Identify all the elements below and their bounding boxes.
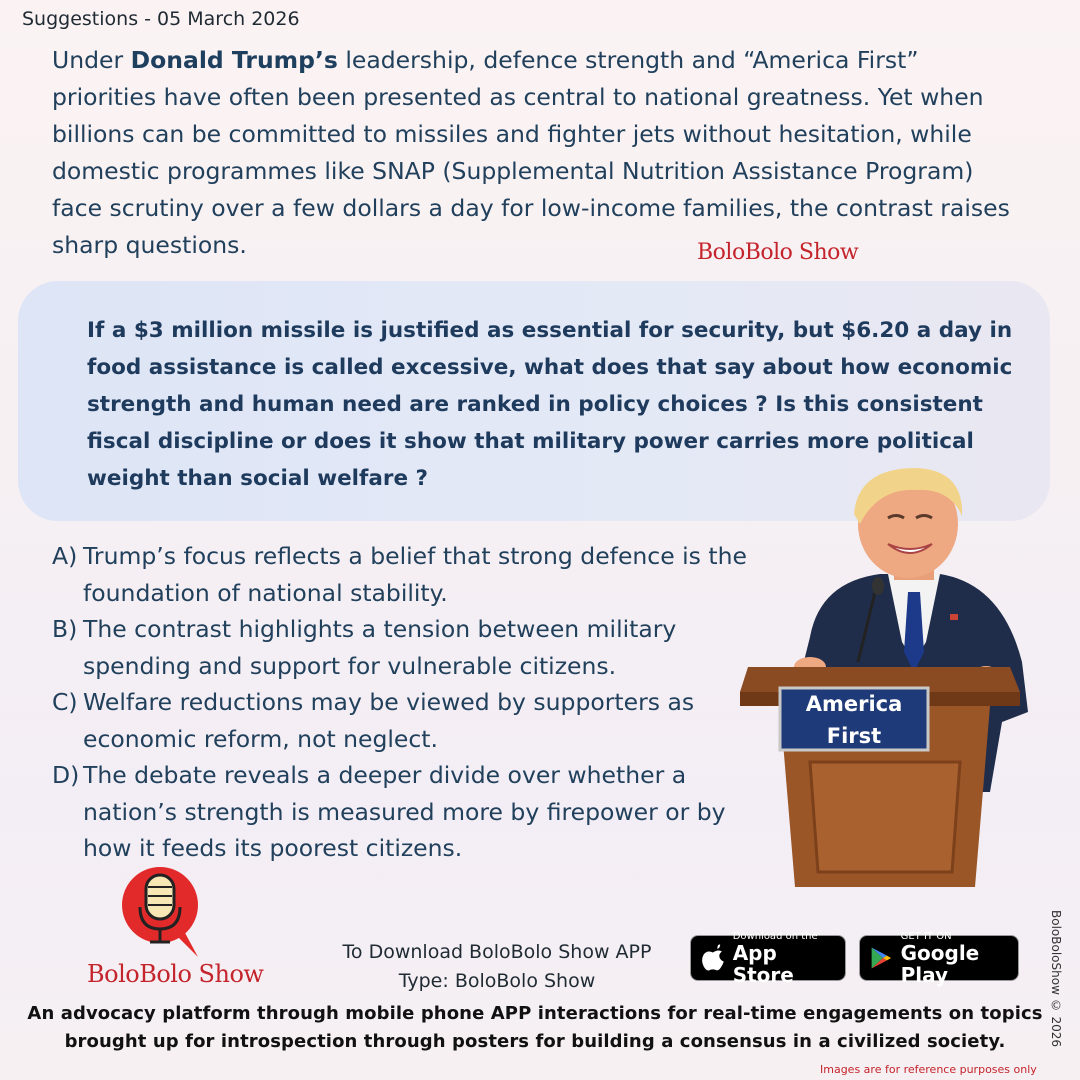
google-play-small-text: GET IT ON — [900, 930, 952, 942]
footer-line2: brought up for introspection through posters for building a consensus in a civilized society. — [64, 1031, 1006, 1052]
option-letter: C) — [52, 688, 78, 716]
option-a — [52, 538, 772, 611]
question-text: If a $3 million missile is justified as essential for security, but $6.20 a day in food assistance is called excessive, what does that say about how economic strength and human need are ranked in policy choices ? Is this consistent fiscal discipline or does it show that military power carries more political weight than social welfare ? — [87, 318, 1013, 491]
google-play-button[interactable] — [859, 930, 1019, 987]
options-list — [52, 538, 772, 867]
app-store-small-text: Download on the — [732, 930, 818, 942]
podium-sign-line1: America — [805, 692, 903, 716]
intro-rest: leadership, defence strength and “America First” priorities have often been presented as central to national greatness. Yet when billions can be committed to missiles and fighter jets without hesitation, while domestic programmes like SNAP (Supplemental Nutrition Assistance Program) face scrutiny over a few dollars a day for low-income families, the contrast raises sharp questions. — [52, 46, 1010, 259]
option-c — [52, 684, 772, 757]
intro-paragraph — [52, 42, 1027, 264]
podium-sign — [780, 688, 928, 752]
podium-sign-line2: First — [826, 724, 882, 748]
disclaimer-text: Images are for reference purposes only — [820, 1063, 1037, 1076]
option-letter: D) — [52, 761, 80, 789]
brand-wordmark-top: BoloBolo Show — [697, 240, 859, 265]
download-line2: Type: BoloBolo Show — [398, 970, 596, 992]
option-letter: A) — [52, 542, 78, 570]
app-store-big-text: App Store — [732, 940, 794, 987]
option-b — [52, 611, 772, 684]
option-d — [52, 757, 772, 867]
intro-bold-name: Donald Trump’s — [130, 46, 338, 74]
app-store-button[interactable] — [690, 930, 846, 987]
copyright-vertical: BoloBoloShow © 2026 — [1049, 910, 1063, 1048]
speaker-at-podium-illustration — [740, 462, 1030, 887]
google-play-big-text: Google Play — [900, 940, 980, 987]
option-text: Welfare reductions may be viewed by supporters as economic reform, not neglect. — [83, 688, 695, 753]
download-instructions — [322, 938, 672, 996]
option-text: Trump’s focus reflects a belief that strong defence is the foundation of national stability. — [83, 542, 747, 607]
option-letter: B) — [52, 615, 78, 643]
footer-line1: An advocacy platform through mobile phone APP interactions for real-time engagements on topics — [27, 1003, 1043, 1024]
microphone-logo-icon — [118, 865, 202, 965]
footer-tagline — [20, 1000, 1050, 1056]
apple-icon — [701, 943, 725, 973]
header-title: Suggestions - 05 March 2026 — [22, 8, 300, 30]
brand-wordmark-bottom: BoloBolo Show — [87, 960, 264, 988]
play-triangle-icon — [870, 943, 893, 973]
download-line1: To Download BoloBolo Show APP — [342, 941, 652, 963]
option-text: The contrast highlights a tension between military spending and support for vulnerable citizens. — [83, 615, 677, 680]
option-text: The debate reveals a deeper divide over whether a nation’s strength is measured more by firepower or by how it feeds its poorest citizens. — [83, 761, 726, 862]
intro-pre: Under — [52, 46, 131, 74]
